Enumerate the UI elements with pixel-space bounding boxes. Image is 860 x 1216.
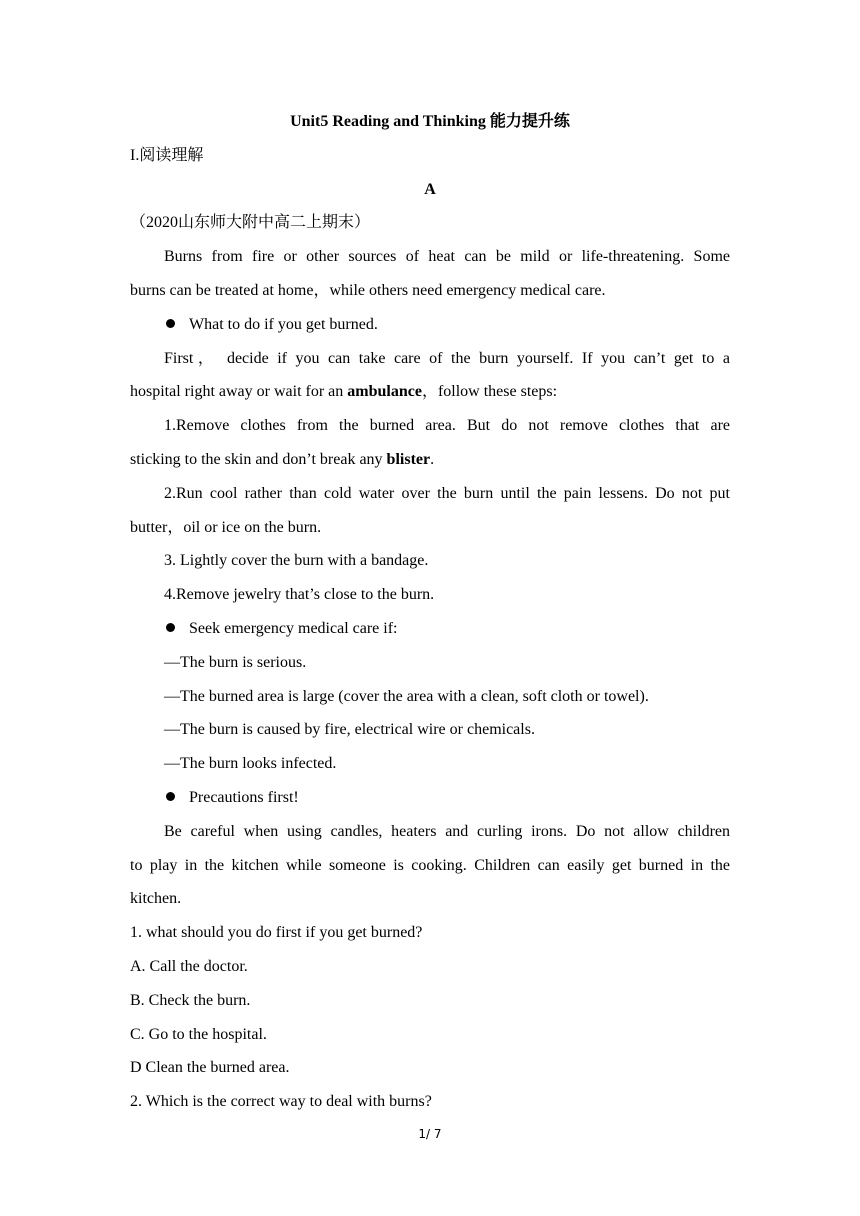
- bold-word-blister: blister: [386, 451, 431, 468]
- intro-line-1: Burns from fire or other sources of heat can be mild or life-threatening. Some: [164, 248, 730, 265]
- careful-line-1: Be careful when using candles, heaters and curling irons. Do not allow children: [164, 823, 730, 840]
- first-line-1: First， decide if you can take care of the burn yourself. If you can’t get to a: [164, 350, 730, 367]
- bullet-seek-care: [164, 619, 764, 639]
- bullet-text: What to do if you get burned.: [189, 316, 378, 333]
- bullet-precautions: [164, 788, 764, 808]
- question-2: 2. Which is the correct way to deal with burns?: [130, 1093, 432, 1110]
- bullet-dot-icon: [166, 319, 175, 328]
- q1-option-d: D Clean the burned area.: [130, 1059, 290, 1076]
- bullet-text: Precautions first!: [189, 789, 299, 806]
- care-item: —The burned area is large (cover the area with a clean, soft cloth or towel).: [164, 688, 649, 705]
- step4: 4.Remove jewelry that’s close to the burn.: [164, 586, 435, 603]
- careful-line-2: to play in the kitchen while someone is cooking. Children can easily get burned in the: [130, 857, 730, 874]
- bullet-dot-icon: [166, 623, 175, 632]
- q1-option-a: A. Call the doctor.: [130, 958, 248, 975]
- care-item: —The burn looks infected.: [164, 755, 337, 772]
- text-span: ，follow these steps:: [421, 383, 558, 400]
- q1-option-c: C. Go to the hospital.: [130, 1026, 267, 1043]
- bullet-what-to-do: [164, 315, 764, 335]
- bullet-text: Seek emergency medical care if:: [189, 620, 398, 637]
- step1-line-2: [130, 450, 730, 470]
- page-number: 1/ 7: [418, 1127, 442, 1141]
- question-1: 1. what should you do first if you get burned?: [130, 924, 423, 941]
- careful-line-3: kitchen.: [130, 890, 182, 907]
- document-title: Unit5 Reading and Thinking 能力提升练: [290, 113, 570, 130]
- source-note: （2020山东师大附中高二上期末）: [130, 214, 371, 231]
- text-span: hospital right away or wait for an: [130, 383, 348, 400]
- bold-word-ambulance: ambulance: [347, 383, 422, 400]
- step2-line-1: 2.Run cool rather than cold water over the burn until the pain lessens. Do not put: [164, 485, 730, 502]
- step3: 3. Lightly cover the burn with a bandage.: [164, 552, 429, 569]
- first-line-2: [130, 382, 730, 402]
- passage-label: A: [424, 181, 436, 198]
- q1-option-b: B. Check the burn.: [130, 992, 251, 1009]
- care-item: —The burn is caused by fire, electrical wire or chemicals.: [164, 721, 535, 738]
- step2-line-2: butter，oil or ice on the burn.: [130, 519, 322, 536]
- text-span: .: [430, 451, 435, 468]
- care-item: —The burn is serious.: [164, 654, 307, 671]
- section-heading: I.阅读理解: [130, 147, 204, 164]
- step1-line-1: 1.Remove clothes from the burned area. But do not remove clothes that are: [164, 417, 730, 434]
- bullet-dot-icon: [166, 792, 175, 801]
- text-span: sticking to the skin and don’t break any: [130, 451, 387, 468]
- intro-line-2: burns can be treated at home，while others need emergency medical care.: [130, 282, 606, 299]
